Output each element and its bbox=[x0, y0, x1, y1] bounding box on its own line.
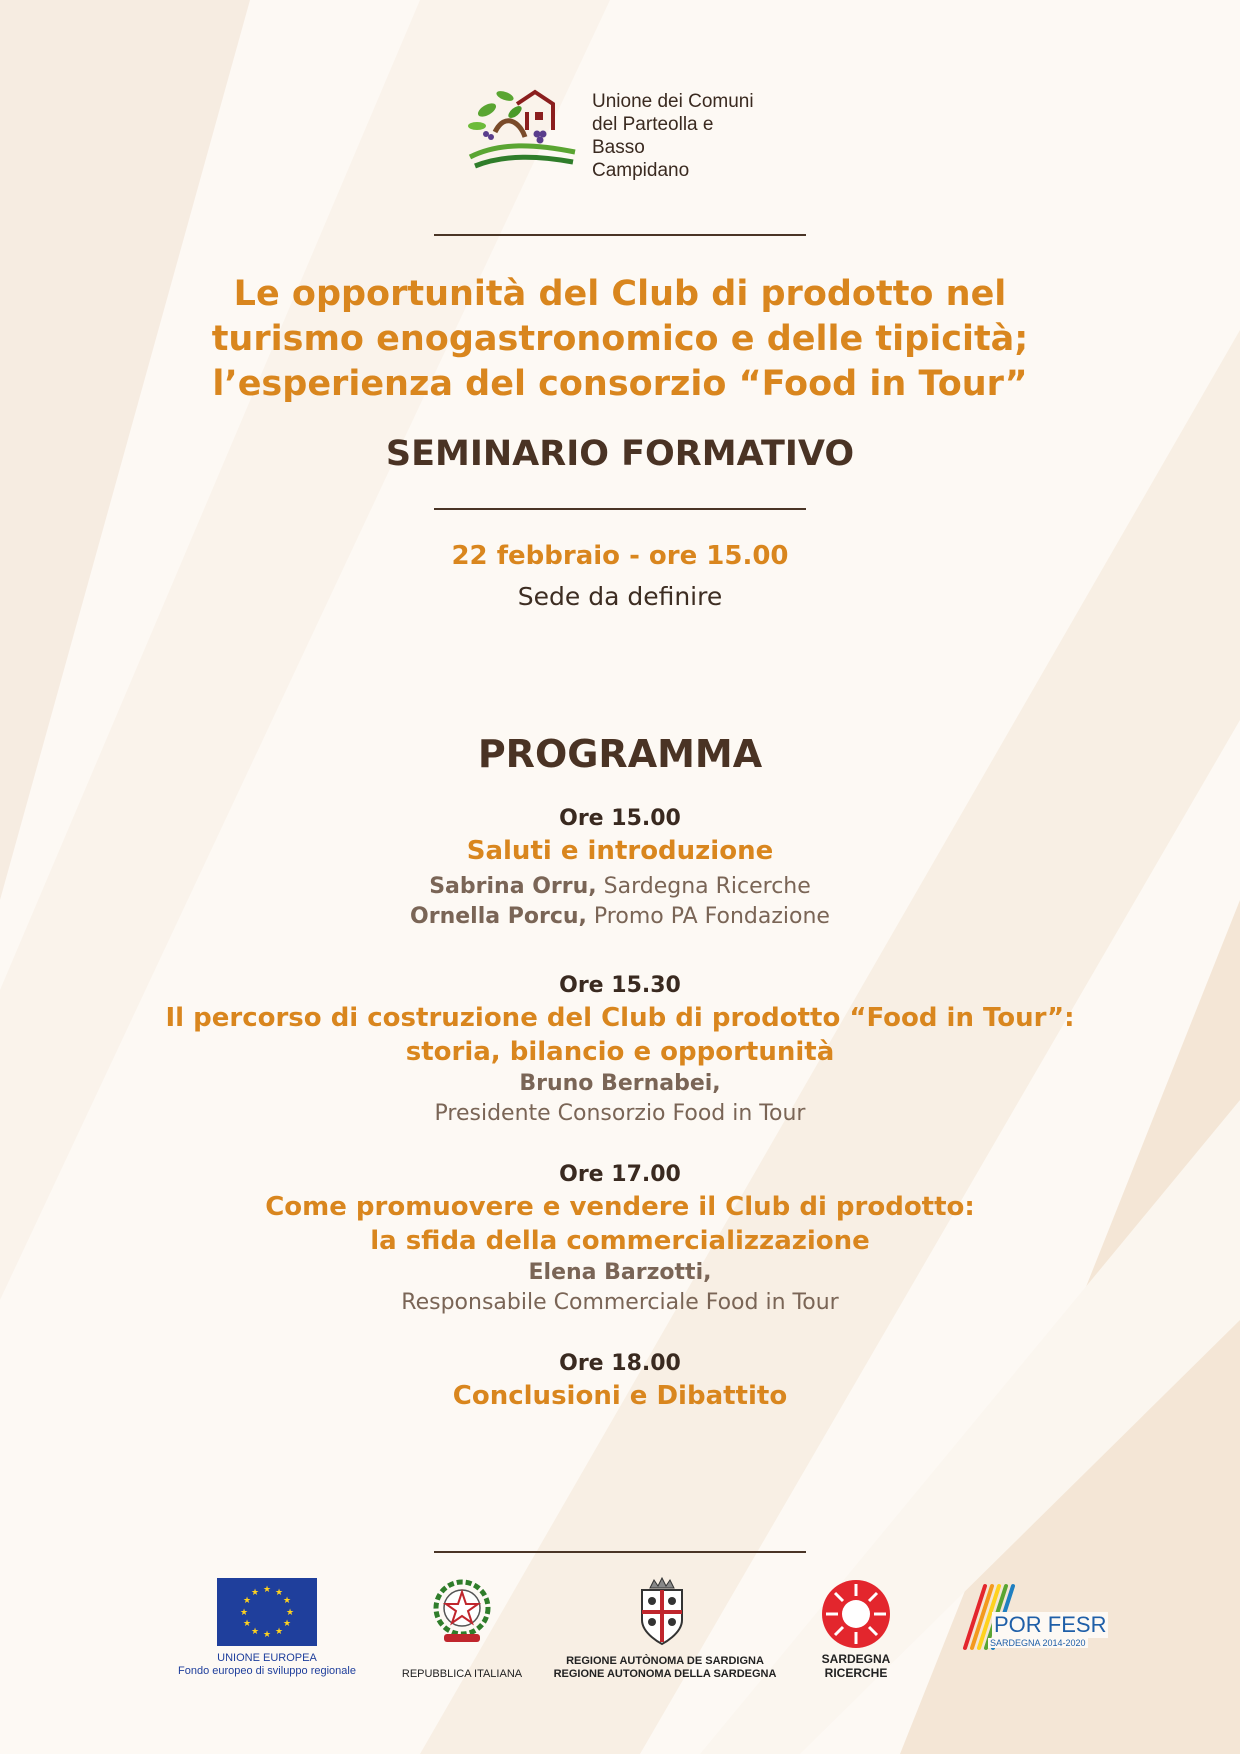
svg-text:★: ★ bbox=[250, 1627, 260, 1637]
svg-text:★: ★ bbox=[282, 1619, 292, 1629]
title-line: l’esperienza del consorzio “Food in Tour” bbox=[212, 364, 1028, 404]
speaker-role: Promo PA Fondazione bbox=[593, 904, 830, 929]
italy-label: REPUBBLICA ITALIANA bbox=[401, 1668, 523, 1680]
sardegna-ricerche-label bbox=[796, 1652, 916, 1680]
eu-label bbox=[167, 1652, 367, 1678]
org-name bbox=[592, 90, 812, 182]
divider bbox=[434, 508, 806, 510]
svg-text:★: ★ bbox=[239, 1608, 249, 1618]
session-time: Ore 18.00 bbox=[559, 1351, 681, 1376]
session-time: Ore 15.00 bbox=[559, 806, 681, 831]
speaker-role: Responsabile Commerciale Food in Tour bbox=[401, 1290, 839, 1315]
program-session bbox=[0, 1349, 1240, 1413]
speaker-name: Sabrina Orru, bbox=[429, 874, 597, 899]
topic-line: Come promuovere e vendere il Club di prodotto: bbox=[265, 1192, 975, 1222]
svg-text:★: ★ bbox=[262, 1630, 272, 1640]
eu-title: UNIONE EUROPEA bbox=[217, 1652, 317, 1664]
org-name-line: del Parteolla e bbox=[592, 114, 714, 135]
topic-line: Saluti e introduzione bbox=[466, 836, 774, 866]
regione-sardegna-emblem bbox=[632, 1576, 692, 1650]
session-topic bbox=[0, 1190, 1240, 1258]
svg-text:★: ★ bbox=[274, 1588, 284, 1598]
event-title bbox=[0, 272, 1240, 407]
topic-line: storia, bilancio e opportunità bbox=[405, 1037, 835, 1067]
speaker-name: Elena Barzotti, bbox=[528, 1260, 712, 1285]
por-fesr-title: POR FESR bbox=[994, 1612, 1107, 1637]
program-session bbox=[0, 971, 1240, 1129]
event-date: 22 febbraio - ore 15.00 bbox=[451, 541, 789, 571]
title-line: turismo enogastronomico e delle tipicità; bbox=[211, 319, 1029, 359]
svg-text:★: ★ bbox=[282, 1596, 292, 1606]
ricerche-line2: RICERCHE bbox=[824, 1666, 888, 1680]
org-name-line: Campidano bbox=[592, 160, 690, 181]
eu-flag-logo bbox=[217, 1578, 317, 1646]
event-venue: Sede da definire bbox=[517, 582, 723, 611]
session-speaker bbox=[0, 872, 1240, 902]
por-fesr-subtitle: SARDEGNA 2014-2020 bbox=[990, 1638, 1086, 1648]
speaker-name: Bruno Bernabei, bbox=[519, 1071, 721, 1096]
sardinia-label bbox=[540, 1655, 790, 1681]
program-session bbox=[0, 1160, 1240, 1318]
svg-text:★: ★ bbox=[250, 1588, 260, 1598]
event-subtitle: SEMINARIO FORMATIVO bbox=[385, 434, 855, 474]
svg-text:★: ★ bbox=[285, 1608, 295, 1618]
sardegna-ricerche-logo bbox=[820, 1578, 892, 1650]
svg-text:★: ★ bbox=[242, 1619, 252, 1629]
speaker-role: Presidente Consorzio Food in Tour bbox=[434, 1101, 806, 1126]
unione-comuni-logo bbox=[465, 82, 585, 177]
session-topic bbox=[0, 1379, 1240, 1413]
svg-text:★: ★ bbox=[262, 1585, 272, 1595]
italian-republic-emblem bbox=[430, 1576, 494, 1648]
sardinia-line2: REGIONE AUTONOMA DELLA SARDEGNA bbox=[553, 1668, 777, 1680]
session-speaker bbox=[0, 902, 1240, 932]
topic-line: Conclusioni e Dibattito bbox=[452, 1381, 788, 1411]
session-topic bbox=[0, 834, 1240, 868]
session-speaker bbox=[0, 1069, 1240, 1099]
program-session bbox=[0, 804, 1240, 932]
session-speaker bbox=[0, 1258, 1240, 1288]
sardinia-line1: REGIONE AUTÒNOMA DE SARDIGNA bbox=[566, 1655, 764, 1667]
divider bbox=[434, 234, 806, 236]
svg-text:★: ★ bbox=[242, 1596, 252, 1606]
session-topic bbox=[0, 1001, 1240, 1069]
topic-line: la sfida della commercializzazione bbox=[370, 1226, 870, 1256]
svg-text:★: ★ bbox=[274, 1627, 284, 1637]
program-heading: PROGRAMMA bbox=[477, 732, 763, 776]
org-name-line: Basso bbox=[592, 137, 645, 158]
speaker-name: Ornella Porcu, bbox=[410, 904, 587, 929]
ricerche-line1: SARDEGNA bbox=[821, 1652, 891, 1666]
eu-subtitle: Fondo europeo di sviluppo regionale bbox=[178, 1665, 356, 1677]
speaker-role: Sardegna Ricerche bbox=[603, 874, 811, 899]
org-name-line: Unione dei Comuni bbox=[592, 91, 754, 112]
topic-line: Il percorso di costruzione del Club di prodotto “Food in Tour”: bbox=[165, 1003, 1075, 1033]
session-time: Ore 17.00 bbox=[559, 1162, 681, 1187]
session-time: Ore 15.30 bbox=[559, 973, 681, 998]
title-line: Le opportunità del Club di prodotto nel bbox=[233, 274, 1007, 314]
divider bbox=[434, 1551, 806, 1553]
